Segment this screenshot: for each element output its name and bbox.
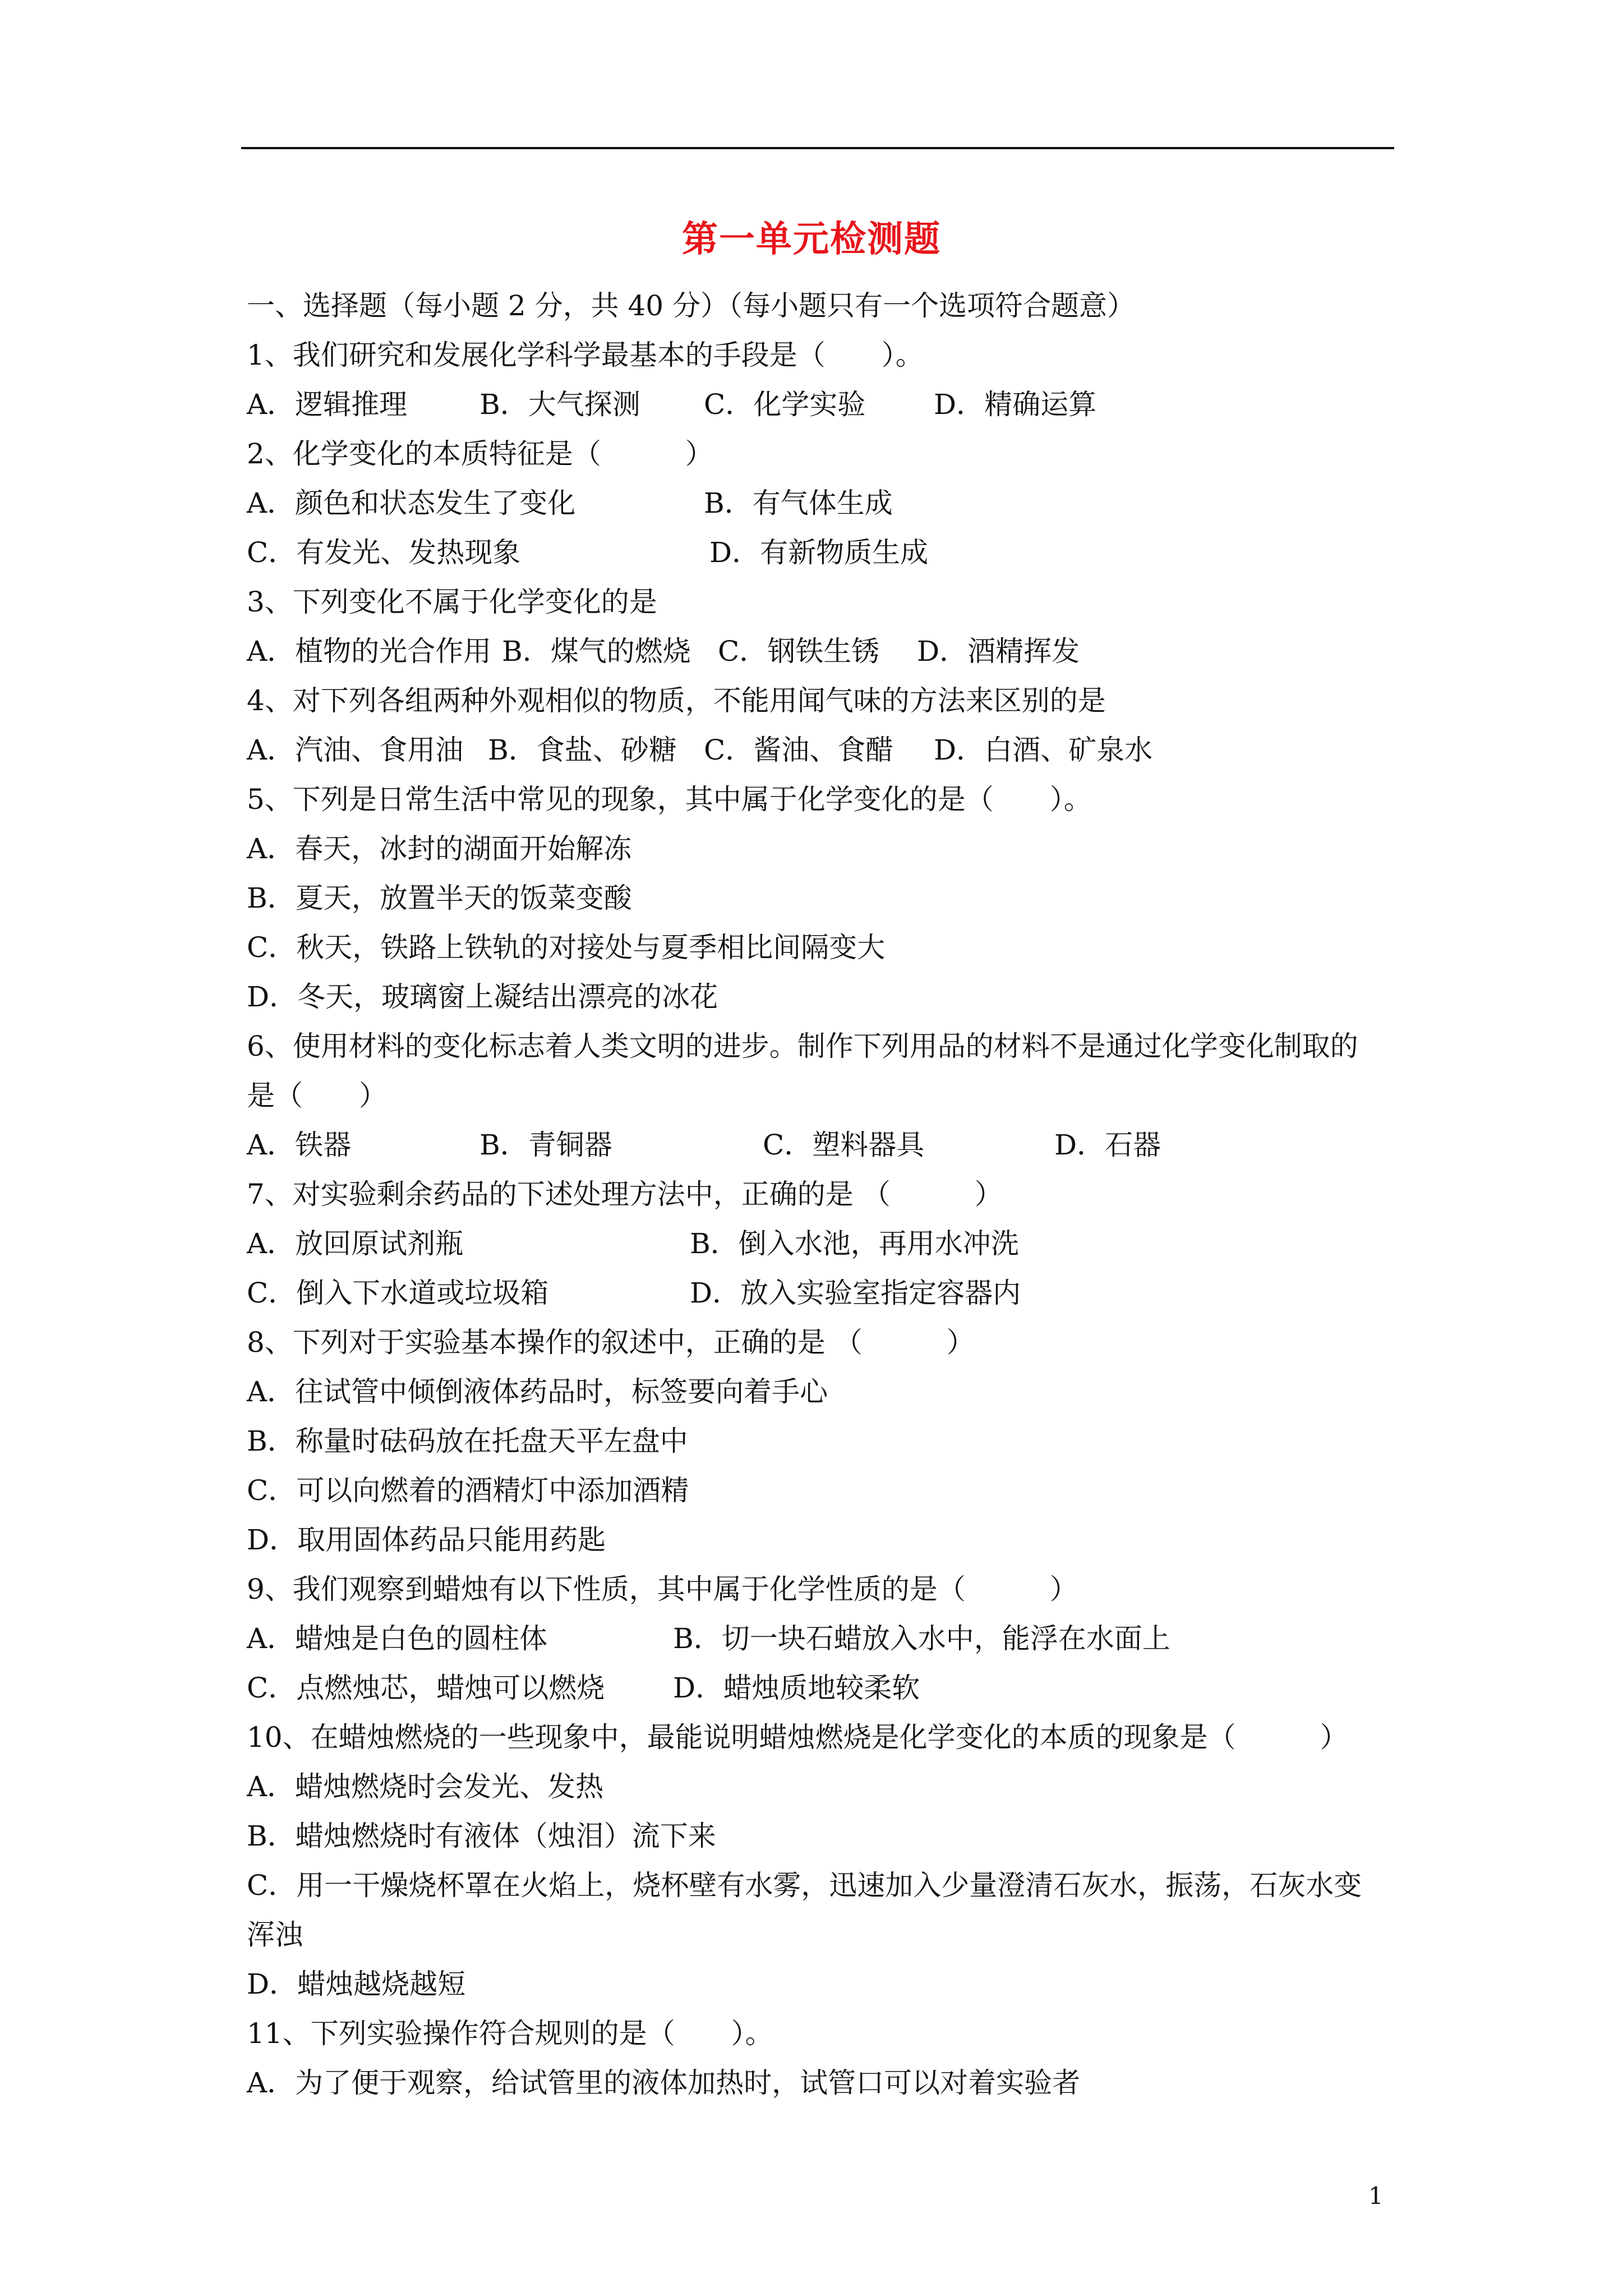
q4-option-c: C．酱油、食醋 (704, 734, 894, 766)
q10-option-b: B．蜡烛燃烧时有液体（烛泪）流下来 (247, 1820, 716, 1852)
q4-option-d: D．白酒、矿泉水 (934, 734, 1153, 766)
question-1: 1、我们研究和发展化学科学最基本的手段是（ ）。 (247, 339, 924, 371)
q4-option-b: B．食盐、砂糖 (488, 734, 677, 766)
q2-option-c: C．有发光、发热现象 (247, 536, 521, 569)
q10-option-c: C．用一干燥烧杯罩在火焰上，烧杯壁有水雾，迅速加入少量澄清石灰水，振荡，石灰水变 (247, 1869, 1362, 1902)
question-2: 2、化学变化的本质特征是（ ） (247, 438, 713, 470)
q7-option-a: A．放回原试剂瓶 (247, 1227, 464, 1260)
q9-option-b: B．切一块石蜡放入水中，能浮在水面上 (673, 1622, 1170, 1655)
question-9: 9、我们观察到蜡烛有以下性质，其中属于化学性质的是（ ） (247, 1573, 1078, 1605)
q3-option-d: D．酒精挥发 (917, 635, 1080, 668)
q2-option-b: B．有气体生成 (704, 487, 893, 519)
question-11: 11、下列实验操作符合规则的是（ ）。 (247, 2017, 773, 2050)
q2-option-a: A．颜色和状态发生了变化 (247, 487, 576, 519)
header-rule (241, 147, 1394, 149)
q8-option-d: D．取用固体药品只能用药匙 (247, 1524, 606, 1556)
q8-option-b: B．称量时砝码放在托盘天平左盘中 (247, 1425, 688, 1457)
q10-option-d: D．蜡烛越烧越短 (247, 1968, 466, 2000)
question-7: 7、对实验剩余药品的下述处理方法中，正确的是 （ ） (247, 1178, 1003, 1211)
q6-option-c: C．塑料器具 (763, 1129, 925, 1161)
q6-option-d: D．石器 (1054, 1129, 1161, 1161)
question-5: 5、下列是日常生活中常见的现象，其中属于化学变化的是（ ）。 (247, 783, 1092, 816)
q5-option-a: A．春天，冰封的湖面开始解冻 (247, 832, 632, 865)
question-8: 8、下列对于实验基本操作的叙述中，正确的是 （ ） (247, 1326, 975, 1359)
page-title: 第一单元检测题 (682, 219, 941, 260)
question-6-continued: 是（ ） (247, 1079, 387, 1112)
q7-option-c: C．倒入下水道或垃圾箱 (247, 1277, 549, 1309)
q7-option-b: B．倒入水池，再用水冲洗 (690, 1227, 1019, 1260)
q5-option-c: C．秋天，铁路上铁轨的对接处与夏季相比间隔变大 (247, 931, 886, 964)
q3-option-b: B．煤气的燃烧 (502, 635, 691, 668)
q9-option-d: D．蜡烛质地较柔软 (673, 1672, 920, 1704)
q6-option-a: A．铁器 (247, 1129, 352, 1161)
q3-option-c: C．钢铁生锈 (718, 635, 880, 668)
page-number: 1 (1368, 2182, 1384, 2210)
section-heading: 一、选择题（每小题 2 分，共 40 分）（每小题只有一个选项符合题意） (247, 289, 1136, 322)
q9-option-c: C．点燃烛芯，蜡烛可以燃烧 (247, 1672, 605, 1704)
q1-option-c: C．化学实验 (704, 388, 866, 421)
q1-option-d: D．精确运算 (934, 388, 1097, 421)
question-6: 6、使用材料的变化标志着人类文明的进步。制作下列用品的材料不是通过化学变化制取的 (247, 1030, 1358, 1062)
question-3: 3、下列变化不属于化学变化的是 (247, 586, 657, 618)
q7-option-d: D．放入实验室指定容器内 (690, 1277, 1021, 1309)
q10-option-a: A．蜡烛燃烧时会发光、发热 (247, 1770, 604, 1803)
q10-option-c-continued: 浑浊 (247, 1918, 303, 1951)
q6-option-b: B．青铜器 (479, 1129, 612, 1161)
q2-option-d: D．有新物质生成 (709, 536, 929, 569)
q1-option-a: A．逻辑推理 (247, 388, 408, 421)
q8-option-c: C．可以向燃着的酒精灯中添加酒精 (247, 1474, 689, 1507)
question-10: 10、在蜡烛燃烧的一些现象中，最能说明蜡烛燃烧是化学变化的本质的现象是（ ） (247, 1721, 1348, 1754)
question-4: 4、对下列各组两种外观相似的物质，不能用闻气味的方法来区别的是 (247, 684, 1106, 717)
q5-option-b: B．夏天，放置半天的饭菜变酸 (247, 882, 632, 914)
q5-option-d: D．冬天，玻璃窗上凝结出漂亮的冰花 (247, 981, 718, 1013)
q8-option-a: A．往试管中倾倒液体药品时，标签要向着手心 (247, 1375, 828, 1408)
q4-option-a: A．汽油、食用油 (247, 734, 464, 766)
q9-option-a: A．蜡烛是白色的圆柱体 (247, 1622, 548, 1655)
q3-option-a: A．植物的光合作用 (247, 635, 492, 668)
q11-option-a: A．为了便于观察，给试管里的液体加热时，试管口可以对着实验者 (247, 2067, 1081, 2099)
q1-option-b: B．大气探测 (479, 388, 640, 421)
